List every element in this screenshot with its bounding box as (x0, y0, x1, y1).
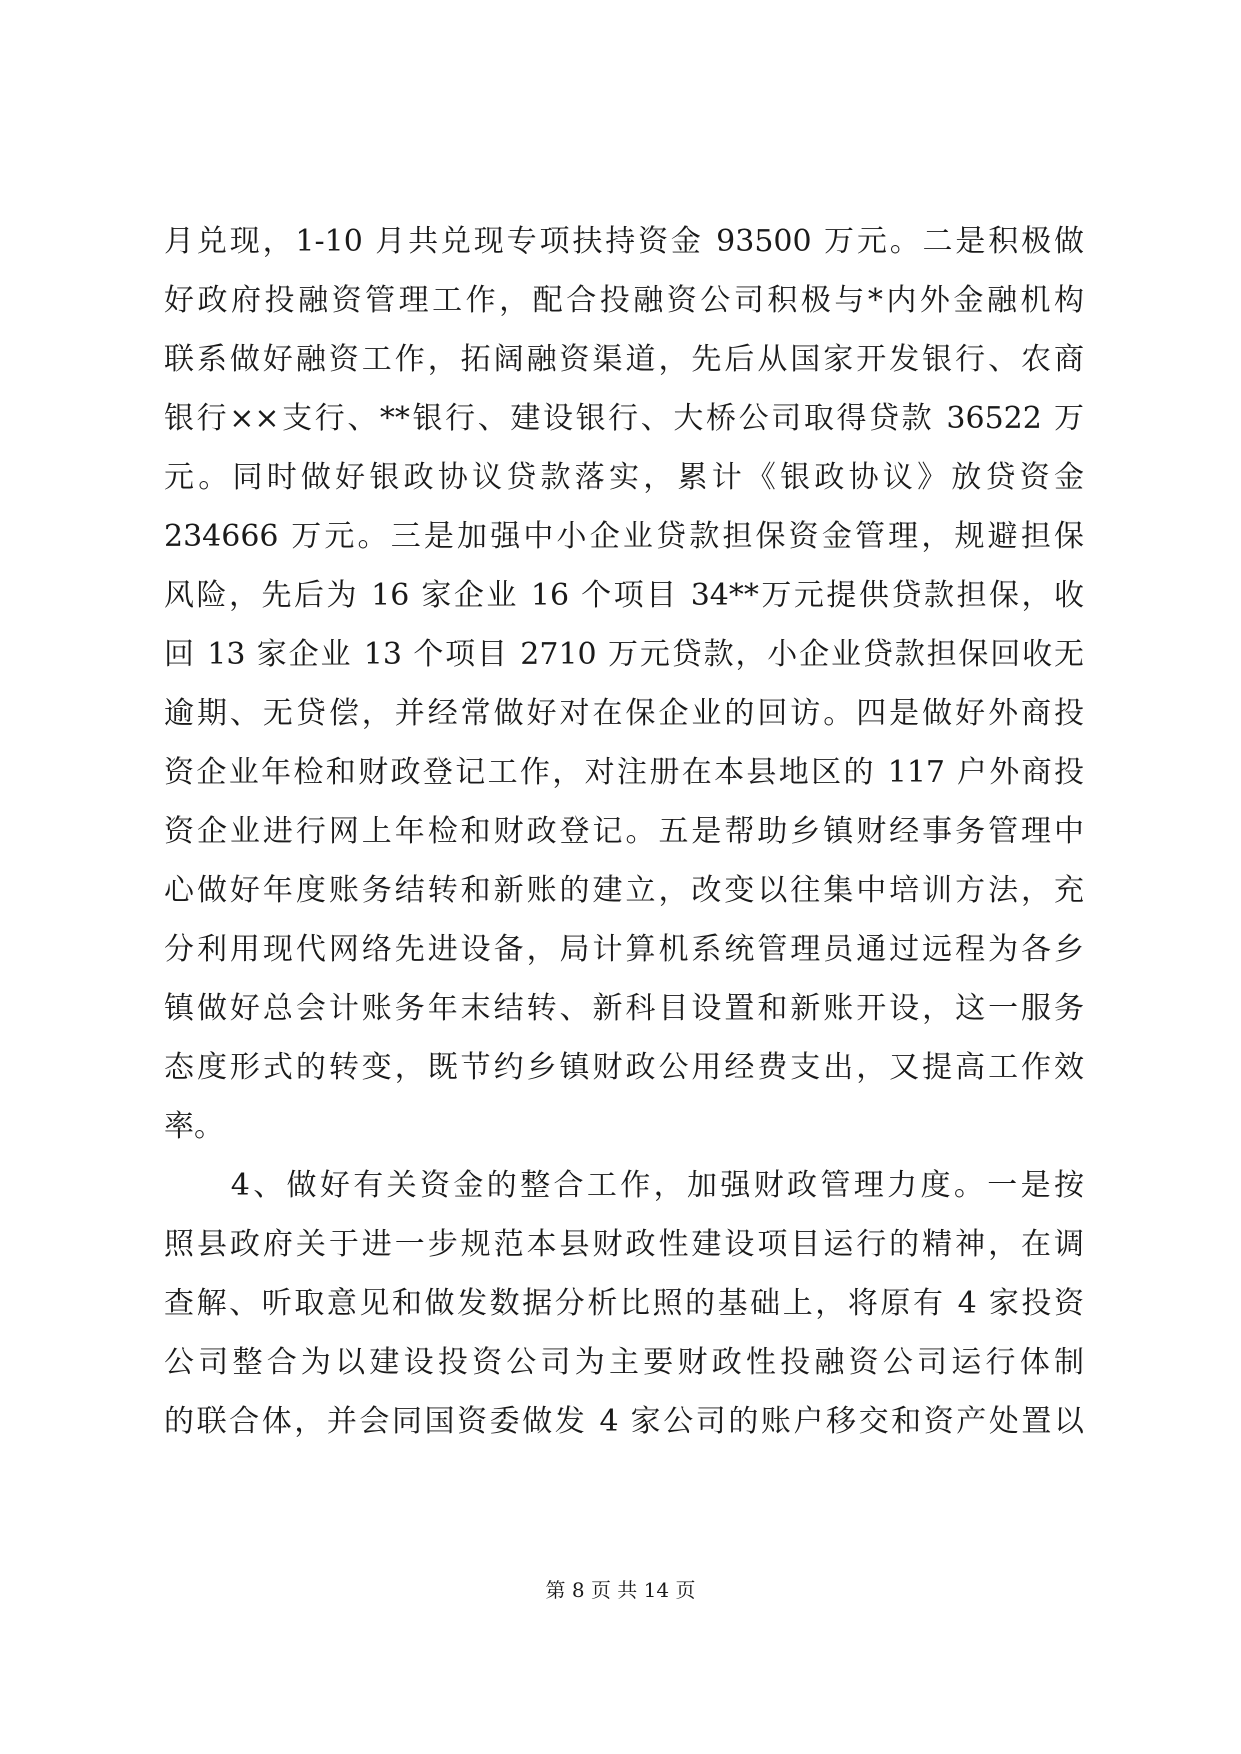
paragraph-1 (164, 212, 1084, 1156)
text-line: 分利用现代网络先进设备，局计算机系统管理员通过远程为各乡 (164, 932, 1084, 967)
text-line: 公司整合为以建设投资公司为主要财政性投融资公司运行体制 (164, 1345, 1084, 1380)
text-line: 234666 万元。三是加强中小企业贷款担保资金管理，规避担保 (164, 519, 1084, 554)
text-line: 的联合体，并会同国资委做发 4 家公司的账户移交和资产处置以 (164, 1404, 1084, 1439)
text-line: 银行××支行、**银行、建设银行、大桥公司取得贷款 36522 万 (164, 401, 1084, 436)
text-line: 心做好年度账务结转和新账的建立，改变以往集中培训方法，充 (164, 873, 1084, 908)
text-line: 元。同时做好银政协议贷款落实，累计《银政协议》放贷资金 (164, 460, 1084, 495)
text-line: 回 13 家企业 13 个项目 2710 万元贷款，小企业贷款担保回收无 (164, 637, 1084, 672)
text-line: 资企业年检和财政登记工作，对注册在本县地区的 117 户外商投 (164, 755, 1084, 790)
text-line: 好政府投融资管理工作，配合投融资公司积极与*内外金融机构 (164, 283, 1084, 318)
text-line: 联系做好融资工作，拓阔融资渠道，先后从国家开发银行、农商 (164, 342, 1084, 377)
page-footer (0, 1577, 1241, 1603)
text-line: 月兑现，1-10 月共兑现专项扶持资金 93500 万元。二是积极做 (164, 224, 1084, 259)
body-text (164, 212, 1084, 1451)
text-line: 风险，先后为 16 家企业 16 个项目 34**万元提供贷款担保，收 (164, 578, 1084, 613)
text-line: 4、做好有关资金的整合工作，加强财政管理力度。一是按 (164, 1168, 1084, 1203)
text-line: 查解、听取意见和做发数据分析比照的基础上，将原有 4 家投资 (164, 1286, 1084, 1321)
text-line: 率。 (164, 1109, 224, 1144)
text-line: 资企业进行网上年检和财政登记。五是帮助乡镇财经事务管理中 (164, 814, 1084, 849)
text-line: 逾期、无贷偿，并经常做好对在保企业的回访。四是做好外商投 (164, 696, 1084, 731)
text-line: 态度形式的转变，既节约乡镇财政公用经费支出，又提高工作效 (164, 1050, 1084, 1085)
paragraph-2 (164, 1156, 1084, 1451)
text-line: 照县政府关于进一步规范本县财政性建设项目运行的精神，在调 (164, 1227, 1084, 1262)
text-line: 镇做好总会计账务年末结转、新科目设置和新账开设，这一服务 (164, 991, 1084, 1026)
page-number-label: 第 8 页 共 14 页 (545, 1578, 696, 1602)
